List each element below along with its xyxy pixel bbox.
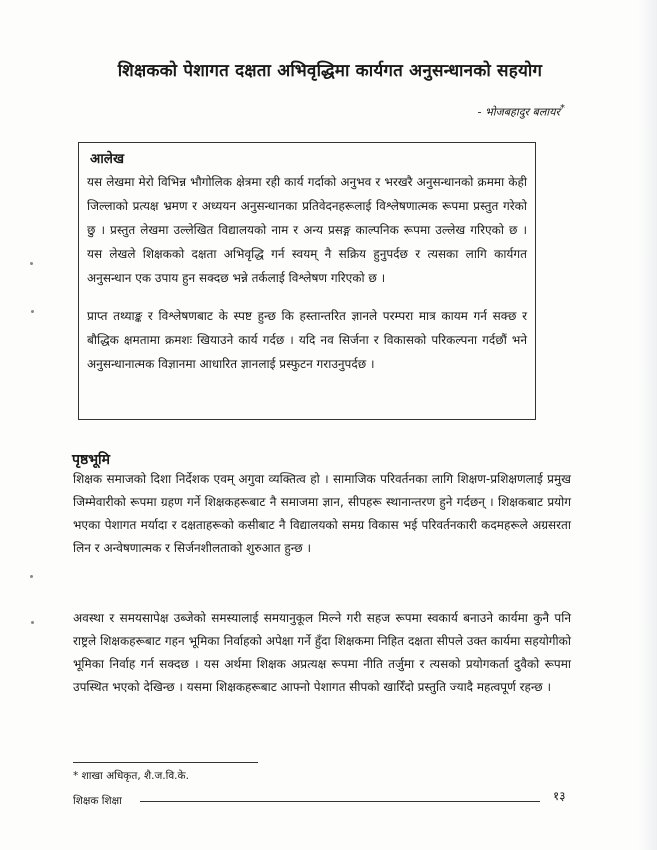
scan-speck <box>30 575 33 578</box>
article-title: शिक्षकको पेशागत दक्षता अभिवृद्धिमा कार्यगत अनुसन्धानको सहयोग <box>117 61 543 81</box>
author-line <box>478 103 565 120</box>
journal-name: शिक्षक शिक्षा <box>73 795 122 807</box>
scan-speck <box>31 621 34 624</box>
body-paragraph: अवस्था र समयसापेक्ष उब्जेको समस्यालाई समयानुकूल मिल्ने गरी सहज रूपमा स्वकार्य बनाउने कार्यमा कुनै पनि राष्ट्रले शिक्षकहरूबाट गहन भूमिका निर्वाहको अपेक्षा गर्ने हुँदा शिक्षकमा निहित दक्षता सीपले उक्त कार्यमा सहयोगीको भूमिका निर्वाह गर्न सक्दछ । यस अर्थमा शिक्षक अप्रत्यक्ष रूपमा नीति तर्जुमा र त्यसको प्रयोगकर्ता दुवैको रूपमा उपस्थित भएको देखिन्छ । यसमा शिक्षकहरूबाट आफ्नो पेशागत सीपको खारिँदो प्रस्तुति ज्यादै महत्वपूर्ण रहन्छ । <box>73 611 571 694</box>
section-heading-background: पृष्ठभूमि <box>72 452 111 468</box>
body-paragraph: शिक्षक समाजको दिशा निर्देशक एवम् अगुवा व्यक्तित्व हो । सामाजिक परिवर्तनका लागि शिक्षण-प्रशिक्षणलाई प्रमुख जिम्मेवारीको रूपमा ग्रहण गर्ने शिक्षकहरूबाट नै समाजमा ज्ञान, सीपहरू स्थानान्तरण हुने गर्दछन् । शिक्षकबाट प्रयोग भएका पेशागत मर्यादा र दक्षताहरूको कसीबाट नै विद्यालयको समग्र विकास भई परिवर्तनकारी कदमहरूले अग्रसरता लिन र अन्वेषणात्मक र सिर्जनशीलताको शुरुआत हुन्छ । <box>73 472 571 555</box>
page-number: १३ <box>553 789 566 803</box>
scan-speck <box>31 310 34 313</box>
footnote-divider <box>73 762 258 763</box>
author-footnote-mark: * <box>560 103 565 114</box>
abstract-paragraph: प्राप्त तथ्याङ्क र विश्लेषणबाट के स्पष्ट हुन्छ कि हस्तान्तरित ज्ञानले परम्परा मात्र कायम गर्न सक्छ र बौद्धिक क्षमतामा क्रमशः खियाउने कार्य गर्दछ । यदि नव सिर्जना र विकासको परिकल्पना गर्दछौं भने अनुसन्धानात्मक विज्ञानमा आधारित ज्ञानलाई प्रस्फुटन गराउनुपर्दछ । <box>87 309 527 371</box>
scan-edge-shading <box>639 0 657 850</box>
abstract-paragraph: यस लेखमा मेरो विभिन्न भौगोलिक क्षेत्रमा रही कार्य गर्दाको अनुभव र भरखरै अनुसन्धानको क्रममा केही जिल्लाको प्रत्यक्ष भ्रमण र अध्ययन अनुसन्धानका प्रतिवेदनहरूलाई विश्लेषणात्मक रूपमा प्रस्तुत गरेको छु । प्रस्तुत लेखमा उल्लेखित विद्यालयको नाम र अन्य प्रसङ्ग काल्पनिक रूपमा उल्लेख गरिएको छ । यस लेखले शिक्षकको दक्षता अभिवृद्धि गर्न स्वयम् नै सक्रिय हुनुपर्दछ र त्यसका लागि कार्यगत अनुसन्धान एक उपाय हुन सक्दछ भन्ने तर्कलाई विश्लेषण गरिएको छ । <box>87 175 527 285</box>
footer-divider <box>140 801 540 802</box>
author-name: - भोजबहादुर बलायर <box>477 105 560 119</box>
abstract-heading: आलेख <box>90 151 124 167</box>
abstract-box <box>78 142 536 420</box>
footnote: * शाखा अधिकृत, शै.ज.वि.के. <box>73 770 189 782</box>
scan-speck <box>30 262 33 265</box>
